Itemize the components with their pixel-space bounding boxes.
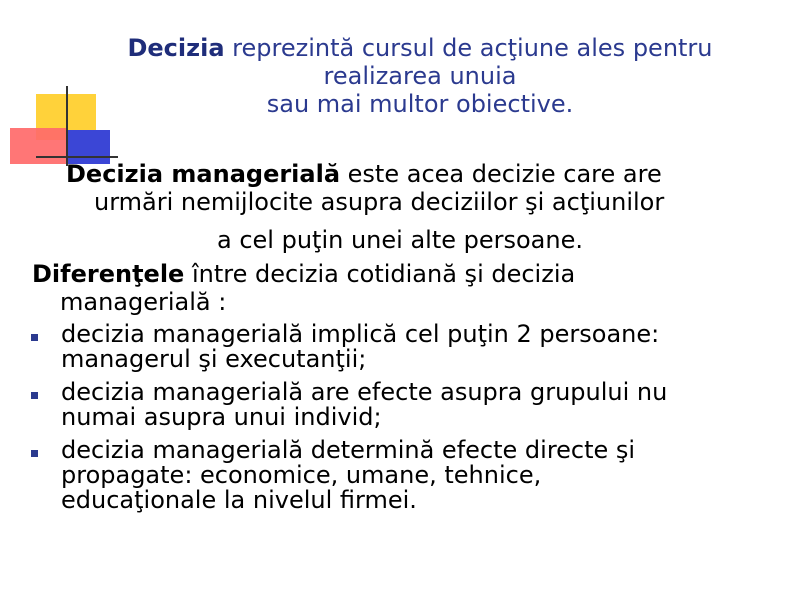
differences-list xyxy=(0,322,780,521)
list-item-line: numai asupra unui individ; xyxy=(61,403,382,431)
list-item xyxy=(0,380,780,430)
list-item-line: decizia managerială are efecte asupra grupului nu xyxy=(61,378,668,406)
title-line3: sau mai multor obiective. xyxy=(266,90,574,118)
paragraph2-line1: între decizia cotidiană şi decizia xyxy=(184,260,576,288)
square-bullet-icon xyxy=(31,392,38,399)
paragraph2-bold: Diferenţele xyxy=(32,260,185,288)
list-item-line: decizia managerială implică cel puţin 2 persoane: xyxy=(61,320,660,348)
title-line1: reprezintă cursul de acţiune ales pentru xyxy=(224,34,713,62)
definition-paragraph xyxy=(0,160,800,254)
paragraph1-line3: a cel puţin unei alte persoane. xyxy=(217,226,583,254)
list-item-line: managerul şi executanţii; xyxy=(61,345,367,373)
list-item-line: decizia managerială determină efecte directe şi xyxy=(61,436,636,464)
decor-red-square xyxy=(10,128,68,164)
title-bold: Decizia xyxy=(127,34,225,62)
decor-blue-square xyxy=(68,130,110,164)
list-item xyxy=(0,322,780,372)
square-bullet-icon xyxy=(31,334,38,341)
title-line2: realizarea unuia xyxy=(323,62,517,90)
list-item xyxy=(0,438,780,513)
differences-paragraph xyxy=(32,260,772,316)
paragraph1-line1: este acea decizie care are xyxy=(340,160,662,188)
paragraph1-bold: Decizia managerială xyxy=(66,160,341,188)
list-item-line: educaţionale la nivelul firmei. xyxy=(61,486,417,514)
paragraph1-line2: urmări nemijlocite asupra deciziilor şi acţiunilor xyxy=(94,188,665,216)
decor-horizontal-line xyxy=(36,156,118,158)
slide-title xyxy=(60,34,780,118)
list-item-line: propagate: economice, umane, tehnice, xyxy=(61,461,542,489)
square-bullet-icon xyxy=(31,450,38,457)
paragraph2-line2: managerială : xyxy=(60,288,227,316)
